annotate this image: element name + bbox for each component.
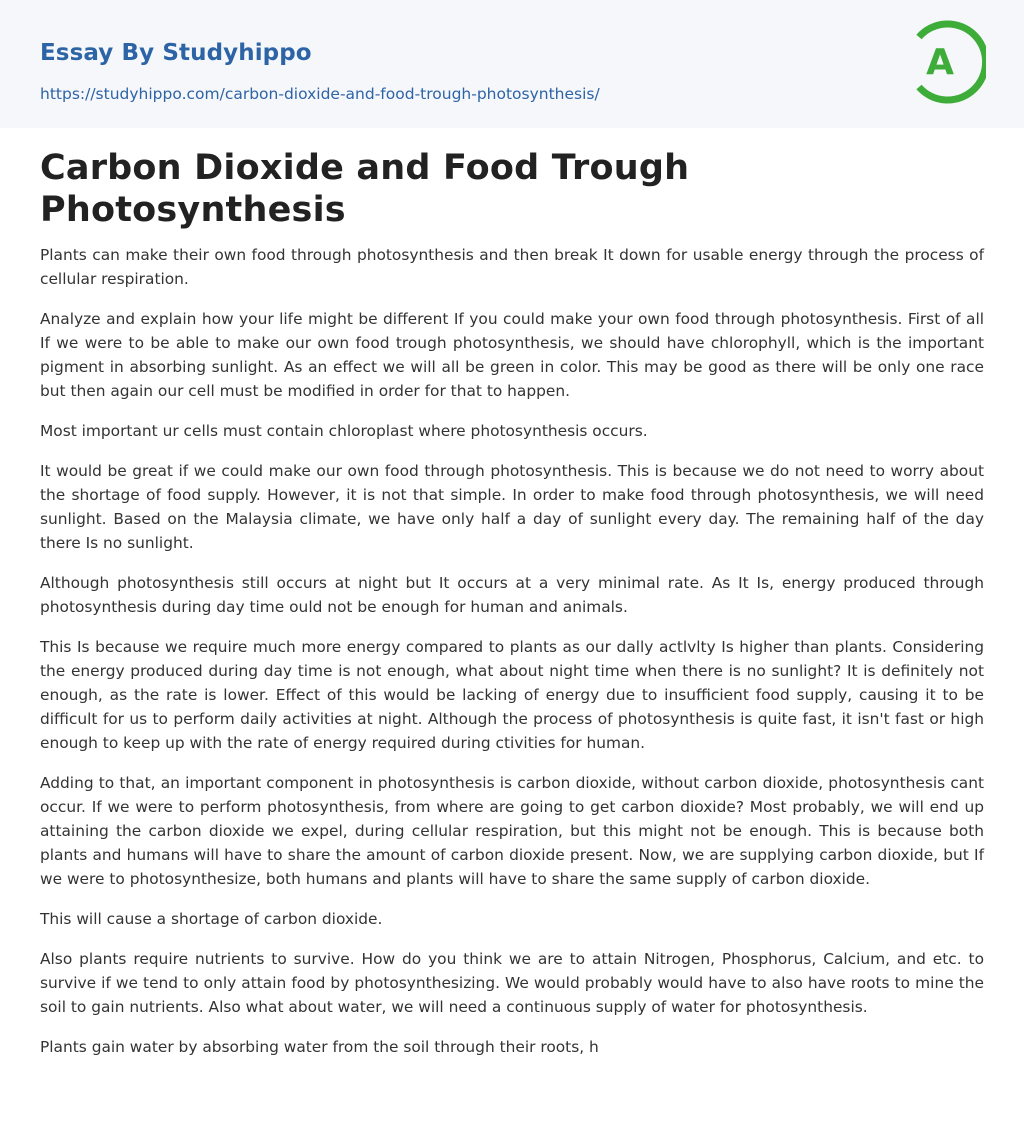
logo-letter: A — [926, 42, 954, 83]
page-title: Carbon Dioxide and Food Trough Photosynthesis — [40, 148, 690, 230]
site-header — [0, 0, 1024, 128]
paragraph: Adding to that, an important component in photosynthesis is carbon dioxide, without carbon dioxide, photosynthesis cant occur. If we were to perform photosynthesis, from where are going to get carbon dioxide? Most probably, we will end up attaining the carbon dioxide we expel, during cellular respiration, but this might not be enough. This is because both plants and humans will have to share the amount of carbon dioxide present. Now, we are supplying carbon dioxide, but If we were to photosynthesize, both humans and plants will have to share the same supply of carbon dioxide. — [40, 774, 984, 888]
studyhippo-logo-icon[interactable] — [912, 19, 986, 105]
article-body — [0, 147, 1024, 1059]
paragraph: Although photosynthesis still occurs at night but It occurs at a very minimal rate. As It Is, energy produced through photosynthesis during day time ould not be enough for human and animals. — [40, 574, 984, 616]
site-title[interactable]: Essay By Studyhippo — [40, 40, 312, 66]
paragraph: This will cause a shortage of carbon dioxide. — [40, 910, 383, 928]
article-url-link[interactable]: https://studyhippo.com/carbon-dioxide-and-food-trough-photosynthesis/ — [40, 85, 600, 103]
paragraph: This Is because we require much more energy compared to plants as our dally actlvlty Is higher than plants. Considering the energy produced during day time is not enough, what about night time when there is no sunlight? It is definitely not enough, as the rate is lower. Effect of this would be lacking of energy due to insufficient food supply, causing it to be difficult for us to perform daily activities at night. Although the process of photosynthesis is quite fast, it isn't fast or high enough to keep up with the rate of energy required during ctivities for human. — [40, 638, 984, 752]
paragraph: Plants gain water by absorbing water from the soil through their roots, h — [40, 1038, 599, 1056]
paragraph: Also plants require nutrients to survive. How do you think we are to attain Nitrogen, Phosphorus, Calcium, and etc. to survive if we tend to only attain food by photosynthesizing. We would probably would have to also have roots to mine the soil to gain nutrients. Also what about water, we will need a continuous supply of water for photosynthesis. — [40, 950, 984, 1016]
paragraph: It would be great if we could make our own food through photosynthesis. This is because we do not need to worry about the shortage of food supply. However, it is not that simple. In order to make food through photosynthesis, we will need sunlight. Based on the Malaysia climate, we have only half a day of sunlight every day. The remaining half of the day there Is no sunlight. — [40, 462, 984, 552]
paragraph: Analyze and explain how your life might be different If you could make your own food through photosynthesis. First of all If we were to be able to make our own food trough photosynthesis, we should have chlorophyll, which is the important pigment in absorbing sunlight. As an effect we will all be green in color. This may be good as there will be only one race but then again our cell must be modified in order for that to happen. — [40, 310, 984, 400]
paragraph: Plants can make their own food through photosynthesis and then break It down for usable energy through the process of cellular respiration. — [40, 246, 984, 288]
paragraph: Most important ur cells must contain chloroplast where photosynthesis occurs. — [40, 422, 648, 440]
